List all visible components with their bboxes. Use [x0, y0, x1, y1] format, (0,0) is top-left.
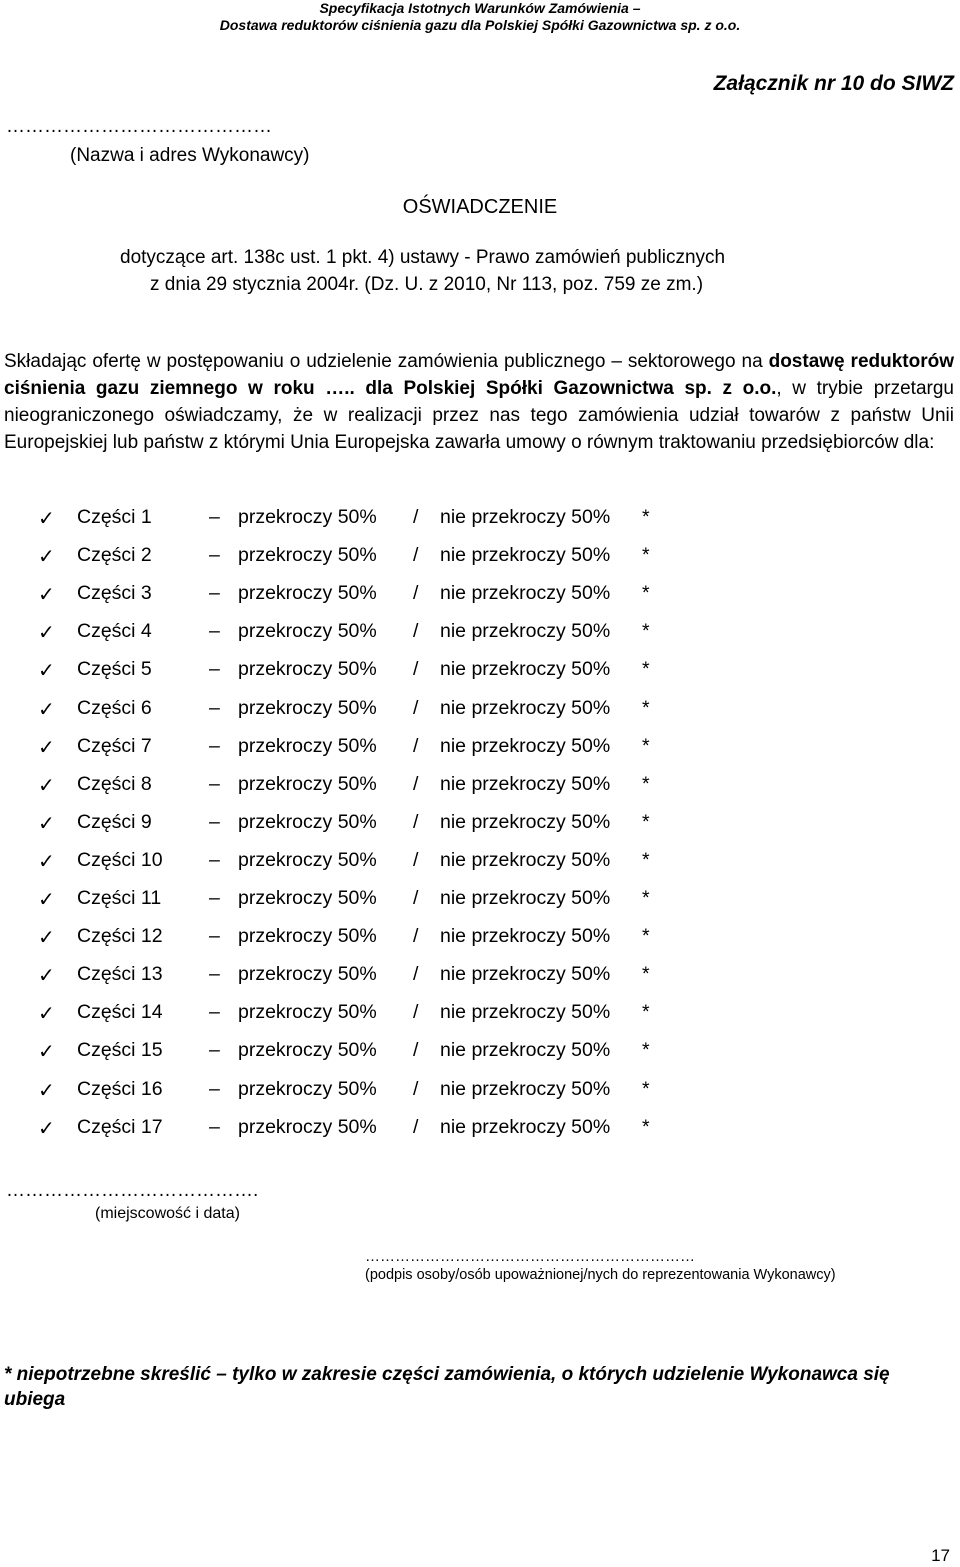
option-not-exceeds: nie przekroczy 50% [440, 1116, 611, 1138]
option-separator: / [413, 544, 419, 566]
list-item [0, 963, 700, 993]
list-item [0, 849, 700, 879]
part-dash: – [209, 1039, 220, 1061]
asterisk-mark: * [642, 1078, 650, 1100]
option-separator: / [413, 773, 419, 795]
option-not-exceeds: nie przekroczy 50% [440, 620, 611, 642]
asterisk-mark: * [642, 544, 650, 566]
part-label: Części 3 [77, 582, 152, 604]
list-item [0, 811, 700, 841]
part-label: Części 17 [77, 1116, 163, 1138]
footnote: * niepotrzebne skreślić – tylko w zakresie części zamówienia, o których udzielenie Wykonawca się ubiega [4, 1364, 890, 1410]
check-icon: ✓ [38, 622, 55, 644]
asterisk-mark: * [642, 697, 650, 719]
option-exceeds: przekroczy 50% [238, 887, 377, 909]
part-label: Części 8 [77, 773, 152, 795]
option-exceeds: przekroczy 50% [238, 620, 377, 642]
part-dash: – [209, 735, 220, 757]
check-icon: ✓ [38, 508, 55, 530]
option-not-exceeds: nie przekroczy 50% [440, 811, 611, 833]
paragraph-bold: dostawę reduktorów ciśnienia gazu ziemnego w roku ….. dla Polskiej Spółki Gazownictwa sp. z o.o. [4, 351, 955, 399]
check-icon: ✓ [38, 1080, 55, 1102]
option-exceeds: przekroczy 50% [238, 697, 377, 719]
part-dash: – [209, 925, 220, 947]
part-label: Części 9 [77, 811, 152, 833]
list-item [0, 1116, 700, 1146]
option-exceeds: przekroczy 50% [238, 658, 377, 680]
asterisk-mark: * [642, 849, 650, 871]
signature-dots: ………………………………………………………… [365, 1248, 695, 1265]
asterisk-mark: * [642, 811, 650, 833]
check-icon: ✓ [38, 851, 55, 873]
list-item [0, 697, 700, 727]
option-separator: / [413, 1001, 419, 1023]
part-dash: – [209, 849, 220, 871]
paragraph-part-1: Składając ofertę w postępowaniu o udzielenie zamówienia publicznego – sektorowego na [4, 351, 769, 372]
option-not-exceeds: nie przekroczy 50% [440, 887, 611, 909]
check-icon: ✓ [38, 660, 55, 682]
part-dash: – [209, 544, 220, 566]
option-exceeds: przekroczy 50% [238, 1039, 377, 1061]
option-exceeds: przekroczy 50% [238, 582, 377, 604]
part-label: Części 4 [77, 620, 152, 642]
part-dash: – [209, 811, 220, 833]
option-separator: / [413, 963, 419, 985]
option-exceeds: przekroczy 50% [238, 849, 377, 871]
option-separator: / [413, 1039, 419, 1061]
asterisk-mark: * [642, 620, 650, 642]
place-date-label: (miejscowość i data) [95, 1205, 240, 1222]
part-label: Części 6 [77, 697, 152, 719]
document-title: OŚWIADCZENIE [402, 196, 558, 218]
part-dash: – [209, 773, 220, 795]
list-item [0, 582, 700, 612]
part-dash: – [209, 620, 220, 642]
asterisk-mark: * [642, 658, 650, 680]
part-dash: – [209, 1078, 220, 1100]
list-item [0, 620, 700, 650]
part-label: Części 12 [77, 925, 163, 947]
option-separator: / [413, 849, 419, 871]
page-number: 17 [931, 1546, 950, 1565]
part-label: Części 7 [77, 735, 152, 757]
option-exceeds: przekroczy 50% [238, 1078, 377, 1100]
list-item [0, 1078, 700, 1108]
part-label: Części 15 [77, 1039, 163, 1061]
option-exceeds: przekroczy 50% [238, 925, 377, 947]
declaration-paragraph [4, 348, 954, 456]
option-exceeds: przekroczy 50% [238, 773, 377, 795]
asterisk-mark: * [642, 963, 650, 985]
option-separator: / [413, 697, 419, 719]
asterisk-mark: * [642, 506, 650, 528]
option-not-exceeds: nie przekroczy 50% [440, 1001, 611, 1023]
check-icon: ✓ [38, 737, 55, 759]
asterisk-mark: * [642, 582, 650, 604]
part-dash: – [209, 1116, 220, 1138]
option-exceeds: przekroczy 50% [238, 1116, 377, 1138]
option-not-exceeds: nie przekroczy 50% [440, 1039, 611, 1061]
asterisk-mark: * [642, 925, 650, 947]
place-dots: …………………………………. [6, 1180, 259, 1201]
option-separator: / [413, 506, 419, 528]
check-icon: ✓ [38, 813, 55, 835]
option-not-exceeds: nie przekroczy 50% [440, 697, 611, 719]
part-label: Części 13 [77, 963, 163, 985]
option-separator: / [413, 811, 419, 833]
option-exceeds: przekroczy 50% [238, 735, 377, 757]
contractor-dots: …………………………………… [6, 116, 272, 137]
check-icon: ✓ [38, 1003, 55, 1025]
contractor-label: (Nazwa i adres Wykonawcy) [70, 145, 310, 166]
list-item [0, 735, 700, 765]
option-separator: / [413, 1078, 419, 1100]
asterisk-mark: * [642, 887, 650, 909]
option-separator: / [413, 1116, 419, 1138]
check-icon: ✓ [38, 1041, 55, 1063]
header-line-2: Dostawa reduktorów ciśnienia gazu dla Polskiej Spółki Gazownictwa sp. z o.o. [219, 17, 741, 33]
list-item [0, 506, 700, 536]
list-item [0, 544, 700, 574]
part-dash: – [209, 582, 220, 604]
asterisk-mark: * [642, 1116, 650, 1138]
option-not-exceeds: nie przekroczy 50% [440, 1078, 611, 1100]
asterisk-mark: * [642, 735, 650, 757]
paragraph-part-2: , w trybie przetargu nieograniczonego oświadczamy, że w realizacji przez nas tego zamówienia udział towarów z państw Unii Europejskiej lub państw z którymi Unia Europejska zawarła umowy o równym traktowaniu przedsiębiorców dla: [4, 378, 954, 453]
part-dash: – [209, 887, 220, 909]
part-dash: – [209, 1001, 220, 1023]
option-exceeds: przekroczy 50% [238, 544, 377, 566]
option-exceeds: przekroczy 50% [238, 963, 377, 985]
option-separator: / [413, 620, 419, 642]
check-icon: ✓ [38, 584, 55, 606]
signature-label: (podpis osoby/osób upoważnionej/nych do reprezentowania Wykonawcy) [365, 1267, 836, 1283]
option-separator: / [413, 658, 419, 680]
part-label: Części 11 [77, 887, 162, 909]
option-not-exceeds: nie przekroczy 50% [440, 582, 611, 604]
asterisk-mark: * [642, 1001, 650, 1023]
check-icon: ✓ [38, 775, 55, 797]
part-dash: – [209, 963, 220, 985]
check-icon: ✓ [38, 699, 55, 721]
option-separator: / [413, 582, 419, 604]
check-icon: ✓ [38, 1118, 55, 1140]
option-not-exceeds: nie przekroczy 50% [440, 849, 611, 871]
check-icon: ✓ [38, 965, 55, 987]
option-not-exceeds: nie przekroczy 50% [440, 506, 611, 528]
list-item [0, 1001, 700, 1031]
option-separator: / [413, 925, 419, 947]
option-exceeds: przekroczy 50% [238, 1001, 377, 1023]
part-dash: – [209, 506, 220, 528]
option-separator: / [413, 887, 419, 909]
list-item [0, 887, 700, 917]
asterisk-mark: * [642, 773, 650, 795]
list-item [0, 658, 700, 688]
part-label: Części 10 [77, 849, 163, 871]
list-item [0, 925, 700, 955]
list-item [0, 773, 700, 803]
option-not-exceeds: nie przekroczy 50% [440, 658, 611, 680]
asterisk-mark: * [642, 1039, 650, 1061]
header-line-1: Specyfikacja Istotnych Warunków Zamówienia – [319, 0, 641, 16]
check-icon: ✓ [38, 889, 55, 911]
option-not-exceeds: nie przekroczy 50% [440, 963, 611, 985]
option-not-exceeds: nie przekroczy 50% [440, 544, 611, 566]
part-label: Części 16 [77, 1078, 163, 1100]
option-not-exceeds: nie przekroczy 50% [440, 925, 611, 947]
option-not-exceeds: nie przekroczy 50% [440, 735, 611, 757]
list-item [0, 1039, 700, 1069]
part-label: Części 5 [77, 658, 152, 680]
option-exceeds: przekroczy 50% [238, 506, 377, 528]
check-icon: ✓ [38, 927, 55, 949]
option-not-exceeds: nie przekroczy 50% [440, 773, 611, 795]
subtitle-line-2: z dnia 29 stycznia 2004r. (Dz. U. z 2010, Nr 113, poz. 759 ze zm.) [150, 274, 704, 295]
part-label: Części 2 [77, 544, 152, 566]
option-exceeds: przekroczy 50% [238, 811, 377, 833]
annex-label: Załącznik nr 10 do SIWZ [713, 72, 954, 95]
part-dash: – [209, 658, 220, 680]
option-separator: / [413, 735, 419, 757]
part-dash: – [209, 697, 220, 719]
part-label: Części 14 [77, 1001, 163, 1023]
part-label: Części 1 [77, 506, 152, 528]
check-icon: ✓ [38, 546, 55, 568]
subtitle-line-1: dotyczące art. 138c ust. 1 pkt. 4) ustawy - Prawo zamówień publicznych [120, 247, 726, 268]
